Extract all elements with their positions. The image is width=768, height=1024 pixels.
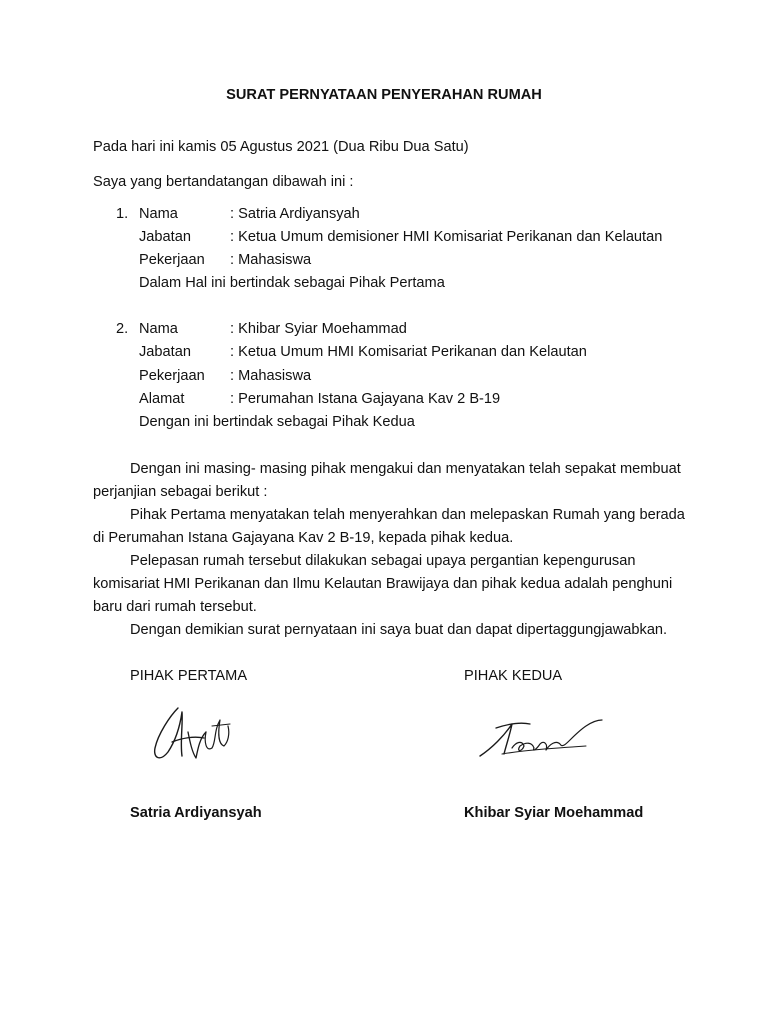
- party-1-pekerjaan-value: : Mahasiswa: [230, 252, 312, 268]
- body-line: perjanjian sebagai berikut :: [93, 484, 268, 500]
- party-1-role: Dalam Hal ini bertindak sebagai Pihak Pertama: [139, 275, 445, 291]
- second-party-name: Khibar Syiar Moehammad: [464, 805, 644, 821]
- party-1-number: 1.: [116, 206, 129, 222]
- party-2-jabatan-label: Jabatan: [139, 344, 191, 360]
- party-2-name-value: : Khibar Syiar Moehammad: [230, 321, 407, 337]
- body-line: Pelepasan rumah tersebut dilakukan sebagai upaya pergantian kepengurusan: [130, 553, 636, 569]
- party-2-number: 2.: [116, 321, 129, 337]
- party-2-name-label: Nama: [139, 321, 178, 337]
- party-1-name-label: Nama: [139, 206, 178, 222]
- party-1-pekerjaan-label: Pekerjaan: [139, 252, 205, 268]
- party-1-jabatan-value: : Ketua Umum demisioner HMI Komisariat Perikanan dan Kelautan: [230, 229, 663, 245]
- body-line: Pihak Pertama menyatakan telah menyerahkan dan melepaskan Rumah yang berada: [130, 507, 685, 523]
- party-2-alamat-label: Alamat: [139, 391, 185, 407]
- signature-pihak-pertama-icon: [148, 702, 238, 772]
- party-1-name-value: : Satria Ardiyansyah: [230, 206, 360, 222]
- party-1-jabatan-label: Jabatan: [139, 229, 191, 245]
- party-2-pekerjaan-label: Pekerjaan: [139, 368, 205, 384]
- party-2-alamat-value: : Perumahan Istana Gajayana Kav 2 B-19: [230, 391, 501, 407]
- undersigned-line: Saya yang bertandatangan dibawah ini :: [93, 174, 354, 190]
- document-title: SURAT PERNYATAAN PENYERAHAN RUMAH: [226, 87, 542, 103]
- first-party-heading: PIHAK PERTAMA: [130, 668, 248, 684]
- body-line: Dengan demikian surat pernyataan ini saya buat dan dapat dipertaggungjawabkan.: [130, 622, 668, 638]
- first-party-name: Satria Ardiyansyah: [130, 805, 262, 821]
- party-2-jabatan-value: : Ketua Umum HMI Komisariat Perikanan dan Kelautan: [230, 344, 587, 360]
- body-line: di Perumahan Istana Gajayana Kav 2 B-19, kepada pihak kedua.: [93, 530, 514, 546]
- body-line: baru dari rumah tersebut.: [93, 599, 257, 615]
- party-2-role: Dengan ini bertindak sebagai Pihak Kedua: [139, 414, 415, 430]
- signature-pihak-kedua-icon: [476, 714, 606, 764]
- party-2-pekerjaan-value: : Mahasiswa: [230, 368, 312, 384]
- date-line: Pada hari ini kamis 05 Agustus 2021 (Dua Ribu Dua Satu): [93, 139, 469, 155]
- second-party-heading: PIHAK KEDUA: [464, 668, 563, 684]
- body-line: Dengan ini masing- masing pihak mengakui dan menyatakan telah sepakat membuat: [130, 461, 681, 477]
- body-line: komisariat HMI Perikanan dan Ilmu Kelautan Brawijaya dan pihak kedua adalah penghuni: [93, 576, 673, 592]
